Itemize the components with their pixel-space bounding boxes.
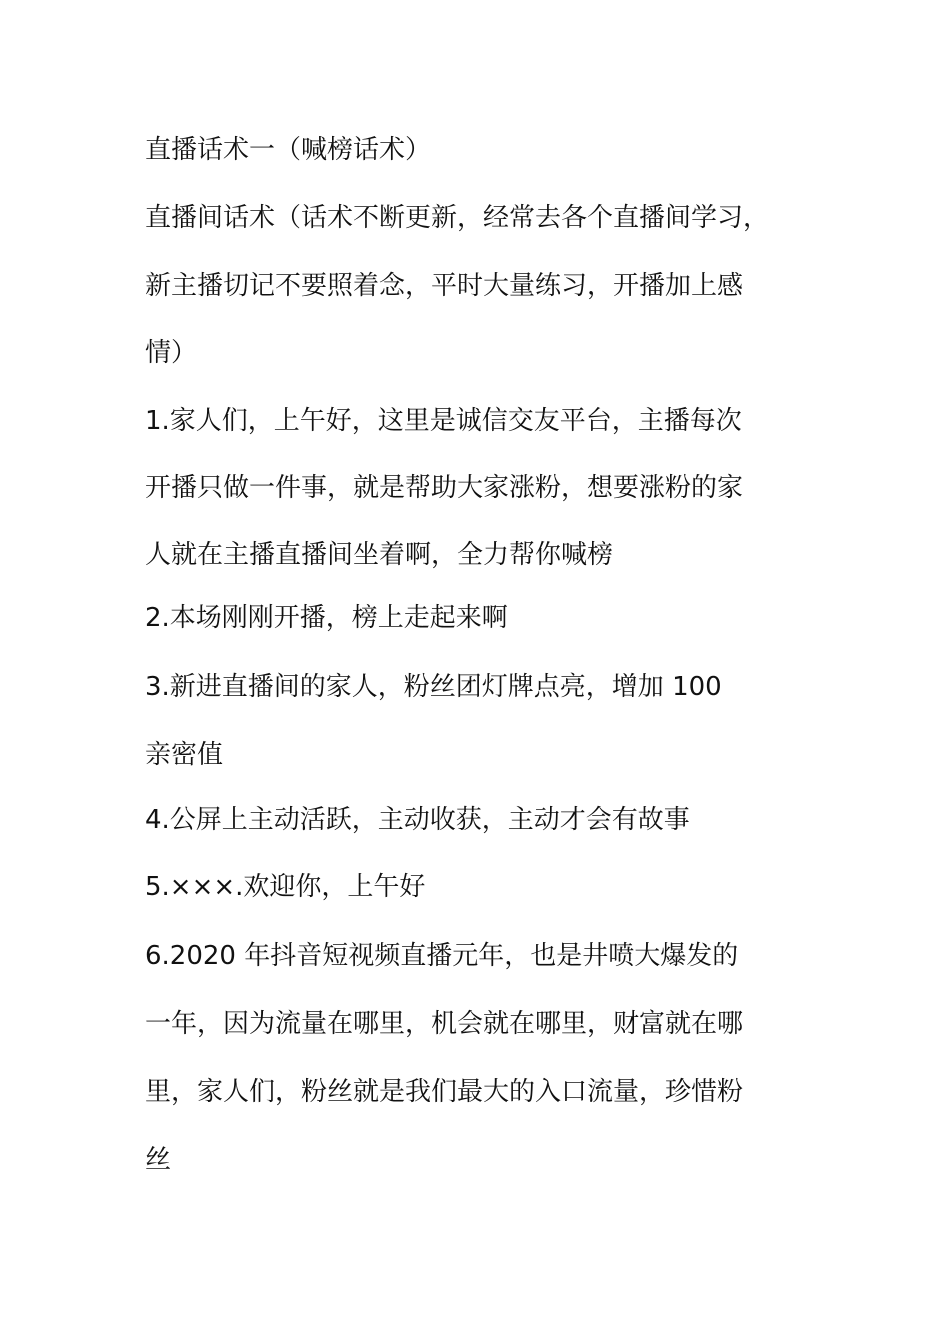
paragraph-line: 3.新进直播间的家人，粉丝团灯牌点亮，增加 100: [145, 672, 722, 702]
paragraph-line: 5.×××.欢迎你，上午好: [145, 872, 426, 902]
paragraph-line: 一年，因为流量在哪里，机会就在哪里，财富就在哪: [145, 1009, 744, 1039]
paragraph-line: 开播只做一件事，就是帮助大家涨粉，想要涨粉的家: [145, 473, 744, 503]
paragraph-line: 人就在主播直播间坐着啊，全力帮你喊榜: [145, 540, 614, 570]
paragraph-line: 4.公屏上主动活跃，主动收获，主动才会有故事: [145, 805, 690, 835]
paragraph-line: 6.2020 年抖音短视频直播元年，也是井喷大爆发的: [145, 941, 739, 971]
paragraph-line: 亲密值: [145, 740, 224, 770]
paragraph-line: 2.本场刚刚开播，榜上走起来啊: [145, 603, 508, 633]
paragraph-line: 新主播切记不要照着念，平时大量练习，开播加上感: [145, 271, 744, 301]
document-title: 直播话术一（喊榜话术）: [145, 135, 432, 165]
paragraph-line: 情）: [145, 338, 198, 368]
paragraph-line: 1.家人们，上午好，这里是诚信交友平台，主播每次: [145, 406, 742, 436]
paragraph-line: 丝: [145, 1145, 172, 1175]
paragraph-line: 里，家人们，粉丝就是我们最大的入口流量，珍惜粉: [145, 1077, 744, 1107]
paragraph-line: 直播间话术（话术不断更新，经常去各个直播间学习，: [145, 203, 770, 233]
